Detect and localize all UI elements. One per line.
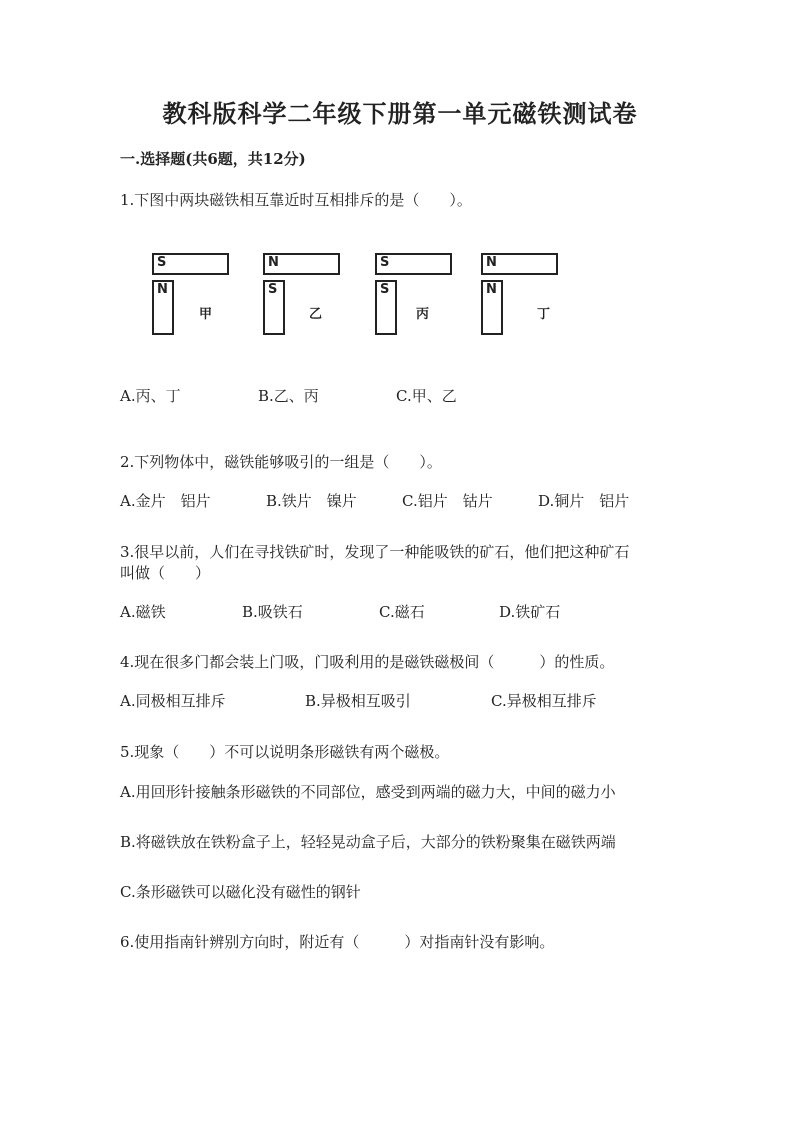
question-1-text: 1.下图中两块磁铁相互靠近时互相排斥的是（ ）。 [120,191,472,209]
q4-option-c[interactable]: C.异极相互排斥 [491,692,597,710]
pole-label: S [380,282,390,297]
q1-option-a[interactable]: A.丙、丁 [120,387,181,405]
pole-label: S [268,282,278,297]
q4-option-a[interactable]: A.同极相互排斥 [120,692,226,710]
section-heading: 一.选择题(共6题，共12分) [120,150,306,168]
page-title: 教科版科学二年级下册第一单元磁铁测试卷 [162,99,638,128]
q2-option-c[interactable]: C.铝片 钴片 [402,492,493,510]
q3-option-b[interactable]: B.吸铁石 [242,603,303,621]
q5-option-a[interactable]: A.用回形针接触条形磁铁的不同部位，感受到两端的磁力大，中间的磁力小 [120,783,616,801]
magnet-label-jia: 甲 [199,307,213,322]
question-3-text-line2: 叫做（ ） [120,564,211,582]
q1-option-c[interactable]: C.甲、乙 [396,387,457,405]
magnet-ding-horizontal [481,253,558,275]
pole-label: N [486,255,497,270]
q3-option-a[interactable]: A.磁铁 [120,603,166,621]
question-3-text-line1: 3.很早以前，人们在寻找铁矿时，发现了一种能吸铁的矿石，他们把这种矿石 [120,543,630,561]
magnet-yi-horizontal [263,253,340,275]
magnet-jia-vertical [152,280,174,335]
magnet-jia-horizontal [152,253,229,275]
magnet-label-bing: 丙 [416,307,430,322]
magnet-bing-horizontal [375,253,452,275]
q4-option-b[interactable]: B.异极相互吸引 [305,692,411,710]
q5-option-c[interactable]: C.条形磁铁可以磁化没有磁性的钢针 [120,883,361,901]
question-4-text: 4.现在很多门都会装上门吸，门吸利用的是磁铁磁极间（ ）的性质。 [120,653,615,671]
magnet-label-ding: 丁 [537,307,551,322]
pole-label: N [486,282,497,297]
question-2-text: 2.下列物体中，磁铁能够吸引的一组是（ ）。 [120,453,442,471]
magnet-ding-vertical [481,280,503,335]
pole-label: N [268,255,279,270]
q1-option-b[interactable]: B.乙、丙 [258,387,319,405]
pole-label: S [380,255,390,270]
q5-option-b[interactable]: B.将磁铁放在铁粉盒子上，轻轻晃动盒子后，大部分的铁粉聚集在磁铁两端 [120,833,616,851]
magnet-yi-vertical [263,280,285,335]
q3-option-c[interactable]: C.磁石 [379,603,425,621]
pole-label: N [157,282,168,297]
q3-option-d[interactable]: D.铁矿石 [499,603,561,621]
question-6-text: 6.使用指南针辨别方向时，附近有（ ）对指南针没有影响。 [120,933,555,951]
q2-option-b[interactable]: B.铁片 镍片 [266,492,357,510]
magnet-label-yi: 乙 [309,307,323,322]
magnet-bing-vertical [375,280,397,335]
q2-option-a[interactable]: A.金片 铝片 [120,492,211,510]
pole-label: S [157,255,167,270]
question-5-text: 5.现象（ ）不可以说明条形磁铁有两个磁极。 [120,743,450,761]
q2-option-d[interactable]: D.铜片 铝片 [538,492,630,510]
